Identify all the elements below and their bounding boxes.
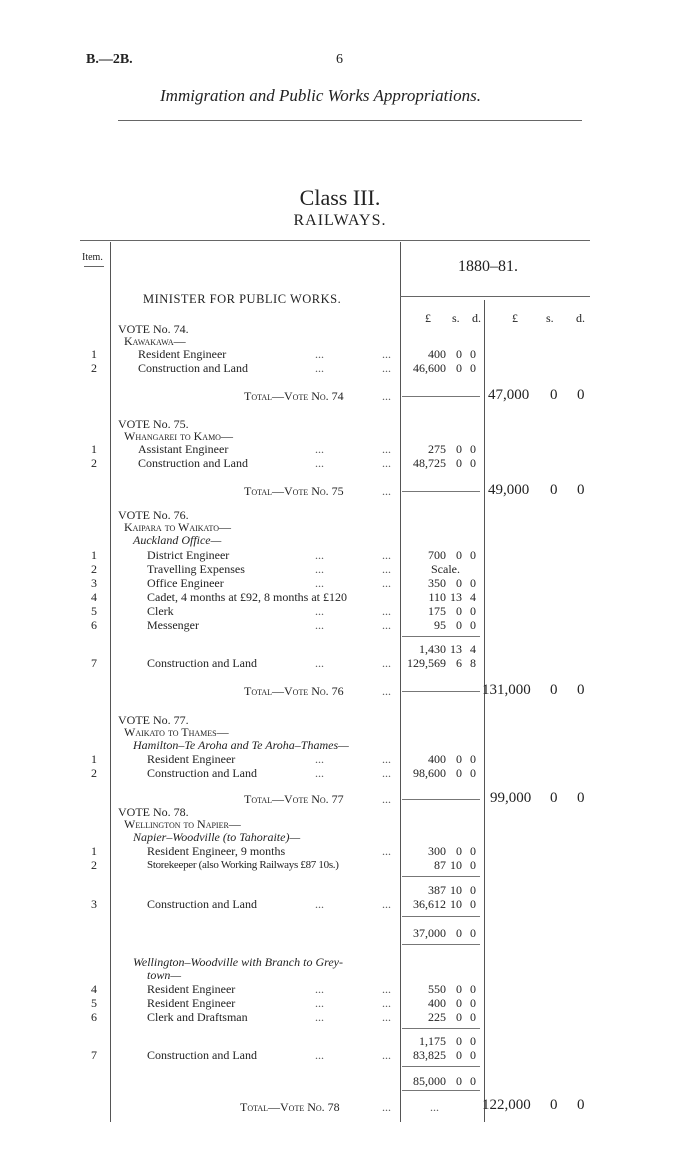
item-label: Resident Engineer bbox=[147, 996, 236, 1010]
amount-shillings: 0 bbox=[456, 576, 462, 590]
total-rule bbox=[402, 691, 480, 692]
amount-shillings: 0 bbox=[456, 618, 462, 632]
vote-total-label: Total—Vote No. 74 bbox=[244, 389, 344, 403]
vote-total-pounds: 131,000 bbox=[482, 682, 531, 698]
vote-heading: VOTE No. 74. bbox=[118, 322, 189, 336]
vote-total-label: Total—Vote No. 75 bbox=[244, 484, 344, 498]
class-subtitle: RAILWAYS. bbox=[293, 212, 387, 229]
shilling-header-total: s. bbox=[546, 311, 554, 325]
item-label: Construction and Land bbox=[147, 897, 257, 911]
amount-pounds: 400 bbox=[428, 752, 446, 766]
vote-total-pounds: 47,000 bbox=[488, 387, 530, 403]
amount-pence: 0 bbox=[470, 897, 476, 911]
subtotal-pence: 0 bbox=[470, 1034, 476, 1048]
amount-shillings: 13 bbox=[450, 590, 462, 604]
leader-dots: ... bbox=[382, 844, 391, 858]
leader-dots: ... bbox=[430, 1100, 439, 1114]
leader-dots: ... bbox=[382, 766, 391, 780]
item-label: Storekeeper (also Working Railways £87 10s.) bbox=[147, 859, 339, 871]
amount-pence: 0 bbox=[470, 982, 476, 996]
item-number: 2 bbox=[91, 456, 97, 470]
leader-dots: ... bbox=[382, 1010, 391, 1024]
section-total-pence: 0 bbox=[470, 926, 476, 940]
item-label: Travelling Expenses bbox=[147, 562, 245, 576]
amount-pounds: 400 bbox=[428, 996, 446, 1010]
amount-pence: 0 bbox=[470, 1010, 476, 1024]
item-number: 4 bbox=[91, 982, 97, 996]
amount-shillings: 0 bbox=[456, 844, 462, 858]
vote-heading: VOTE No. 75. bbox=[118, 417, 189, 431]
leader-dots: ... bbox=[315, 766, 324, 780]
item-label: Resident Engineer, 9 months bbox=[147, 844, 286, 858]
item-label: Construction and Land bbox=[138, 456, 248, 470]
office-heading: Napier–Woodville (to Tahoraite)— bbox=[133, 830, 301, 844]
amount-pence: 0 bbox=[470, 442, 476, 456]
leader-dots: ... bbox=[382, 792, 391, 806]
amount-pence: 0 bbox=[470, 361, 476, 375]
subtotal-shillings: 0 bbox=[456, 1034, 462, 1048]
table-top-rule bbox=[80, 240, 590, 241]
subtotal-pence: 4 bbox=[470, 642, 476, 656]
item-label: Cadet, 4 months at £92, 8 months at £120 bbox=[147, 590, 347, 604]
class-title: Class III. bbox=[299, 185, 381, 210]
item-label: Assistant Engineer bbox=[138, 442, 229, 456]
amount-shillings: 0 bbox=[456, 548, 462, 562]
amount-shillings: 0 bbox=[456, 996, 462, 1010]
leader-dots: ... bbox=[315, 618, 324, 632]
amount-pounds: 700 bbox=[428, 548, 446, 562]
amount-pence: 0 bbox=[470, 766, 476, 780]
amount-pounds: 129,569 bbox=[407, 656, 446, 670]
document-reference: B.—2B. bbox=[86, 52, 133, 67]
division-heading: Kawakawa— bbox=[124, 334, 186, 348]
item-number: 7 bbox=[91, 1048, 97, 1062]
vote-total-shillings: 0 bbox=[550, 387, 558, 403]
amount-shillings: 0 bbox=[456, 361, 462, 375]
amount-pounds: 98,600 bbox=[413, 766, 446, 780]
vote-total-pence: 0 bbox=[577, 482, 585, 498]
section-total-rule bbox=[402, 944, 480, 945]
vote-total-pounds: 122,000 bbox=[482, 1097, 531, 1113]
leader-dots: ... bbox=[382, 604, 391, 618]
vote-total-shillings: 0 bbox=[550, 482, 558, 498]
amount-pounds: 46,600 bbox=[413, 361, 446, 375]
leader-dots: ... bbox=[382, 618, 391, 632]
amount-pounds: 550 bbox=[428, 982, 446, 996]
leader-dots: ... bbox=[315, 604, 324, 618]
item-column-header: Item. bbox=[82, 252, 103, 263]
amount-shillings: 10 bbox=[450, 897, 462, 911]
item-number: 2 bbox=[91, 361, 97, 375]
section-total-shillings: 0 bbox=[456, 1074, 462, 1088]
vote-total-label: Total—Vote No. 78 bbox=[240, 1100, 340, 1114]
item-number: 7 bbox=[91, 656, 97, 670]
amount-pence: 0 bbox=[470, 576, 476, 590]
item-number: 3 bbox=[91, 897, 97, 911]
year-header-rule bbox=[400, 296, 590, 297]
amount-shillings: 0 bbox=[456, 766, 462, 780]
item-number: 3 bbox=[91, 576, 97, 590]
leader-dots: ... bbox=[315, 456, 324, 470]
vote-total-pence: 0 bbox=[577, 790, 585, 806]
leader-dots: ... bbox=[315, 442, 324, 456]
item-number: 1 bbox=[91, 844, 97, 858]
leader-dots: ... bbox=[382, 996, 391, 1010]
item-label: Office Engineer bbox=[147, 576, 224, 590]
amount-shillings: 0 bbox=[456, 982, 462, 996]
amount-pounds: 275 bbox=[428, 442, 446, 456]
amount-shillings: 0 bbox=[456, 442, 462, 456]
item-label: Construction and Land bbox=[147, 656, 257, 670]
total-column-divider bbox=[484, 300, 485, 1122]
leader-dots: ... bbox=[382, 361, 391, 375]
leader-dots: ... bbox=[315, 347, 324, 361]
amount-pence: 0 bbox=[470, 604, 476, 618]
subtotal-rule bbox=[402, 916, 480, 917]
amount-pounds: 48,725 bbox=[413, 456, 446, 470]
amount-pence: 0 bbox=[470, 1048, 476, 1062]
amount-pence: 0 bbox=[470, 347, 476, 361]
leader-dots: ... bbox=[382, 456, 391, 470]
running-title: Immigration and Public Works Appropriations. bbox=[160, 86, 481, 105]
leader-dots: ... bbox=[315, 562, 324, 576]
vote-total-pounds: 49,000 bbox=[488, 482, 530, 498]
item-label: Construction and Land bbox=[147, 766, 257, 780]
vote-total-shillings: 0 bbox=[550, 682, 558, 698]
vote-total-pence: 0 bbox=[577, 387, 585, 403]
item-header-underline bbox=[84, 266, 104, 267]
subtotal-pounds: 1,175 bbox=[419, 1034, 446, 1048]
amount-pence: 0 bbox=[470, 456, 476, 470]
office-heading: Wellington–Woodville with Branch to Grey- bbox=[133, 955, 343, 969]
leader-dots: ... bbox=[315, 982, 324, 996]
pence-header-total: d. bbox=[576, 311, 585, 325]
subtotal-rule bbox=[402, 876, 480, 877]
vote-total-shillings: 0 bbox=[550, 1097, 558, 1113]
amount-pence: 0 bbox=[470, 858, 476, 872]
item-label: Resident Engineer bbox=[147, 752, 236, 766]
amount-pounds: 400 bbox=[428, 347, 446, 361]
leader-dots: ... bbox=[382, 897, 391, 911]
amount-pounds: 350 bbox=[428, 576, 446, 590]
total-rule bbox=[402, 491, 480, 492]
division-heading: Wellington to Napier— bbox=[124, 817, 241, 831]
leader-dots: ... bbox=[382, 982, 391, 996]
leader-dots: ... bbox=[315, 361, 324, 375]
amount-pence: 8 bbox=[470, 656, 476, 670]
amount-shillings: 0 bbox=[456, 1048, 462, 1062]
vote-total-shillings: 0 bbox=[550, 790, 558, 806]
amount-pence: 0 bbox=[470, 618, 476, 632]
item-number: 2 bbox=[91, 858, 97, 872]
subtotal-pounds: 387 bbox=[428, 883, 446, 897]
item-number: 1 bbox=[91, 752, 97, 766]
office-heading-continued: town— bbox=[147, 968, 182, 982]
amount-shillings: 0 bbox=[456, 1010, 462, 1024]
amount-pence: 0 bbox=[470, 996, 476, 1010]
leader-dots: ... bbox=[315, 1048, 324, 1062]
item-label: Clerk bbox=[147, 604, 174, 618]
item-number: 6 bbox=[91, 618, 97, 632]
leader-dots: ... bbox=[382, 684, 391, 698]
amount-pounds: 110 bbox=[428, 590, 446, 604]
leader-dots: ... bbox=[315, 752, 324, 766]
leader-dots: ... bbox=[382, 484, 391, 498]
office-heading: Auckland Office— bbox=[133, 533, 222, 547]
item-number: 2 bbox=[91, 562, 97, 576]
section-total-pence: 0 bbox=[470, 1074, 476, 1088]
leader-dots: ... bbox=[382, 347, 391, 361]
leader-dots: ... bbox=[382, 1048, 391, 1062]
amount-pounds: 300 bbox=[428, 844, 446, 858]
amount-shillings: 0 bbox=[456, 456, 462, 470]
leader-dots: ... bbox=[382, 752, 391, 766]
leader-dots: ... bbox=[382, 442, 391, 456]
item-number: 1 bbox=[91, 548, 97, 562]
pence-header: d. bbox=[472, 311, 481, 325]
item-label: Resident Engineer bbox=[147, 982, 236, 996]
leader-dots: ... bbox=[382, 389, 391, 403]
leader-dots: ... bbox=[382, 576, 391, 590]
amount-shillings: 0 bbox=[456, 604, 462, 618]
header-rule bbox=[118, 120, 582, 121]
office-heading: Hamilton–Te Aroha and Te Aroha–Thames— bbox=[133, 738, 349, 752]
amount-pounds: 95 bbox=[434, 618, 446, 632]
page-number: 6 bbox=[336, 52, 343, 67]
amount-shillings: 6 bbox=[456, 656, 462, 670]
section-total-rule bbox=[402, 1090, 480, 1091]
amount-pence: 0 bbox=[470, 752, 476, 766]
item-number: 2 bbox=[91, 766, 97, 780]
vote-total-label: Total—Vote No. 77 bbox=[244, 792, 344, 806]
leader-dots: ... bbox=[315, 656, 324, 670]
subtotal-pence: 0 bbox=[470, 883, 476, 897]
item-label: Clerk and Draftsman bbox=[147, 1010, 248, 1024]
item-label: Construction and Land bbox=[138, 361, 248, 375]
item-label: Resident Engineer bbox=[138, 347, 227, 361]
leader-dots: ... bbox=[382, 548, 391, 562]
item-column-divider bbox=[110, 242, 111, 1122]
item-label: Construction and Land bbox=[147, 1048, 257, 1062]
vote-heading: VOTE No. 78. bbox=[118, 805, 189, 819]
pound-header: £ bbox=[425, 311, 431, 325]
amount-shillings: 10 bbox=[450, 858, 462, 872]
amount-pounds: 83,825 bbox=[413, 1048, 446, 1062]
item-number: 1 bbox=[91, 442, 97, 456]
minister-heading: MINISTER FOR PUBLIC WORKS. bbox=[143, 292, 342, 306]
subtotal-rule bbox=[402, 636, 480, 637]
subtotal-pounds: 1,430 bbox=[419, 642, 446, 656]
division-heading: Kaipara to Waikato— bbox=[124, 520, 231, 534]
section-total-pounds: 37,000 bbox=[413, 926, 446, 940]
division-heading: Waikato to Thames— bbox=[124, 725, 229, 739]
section-total-pounds: 85,000 bbox=[413, 1074, 446, 1088]
subtotal-rule bbox=[402, 1066, 480, 1067]
leader-dots: ... bbox=[382, 1100, 391, 1114]
section-total-shillings: 0 bbox=[456, 926, 462, 940]
amount-shillings: 0 bbox=[456, 347, 462, 361]
vote-total-pence: 0 bbox=[577, 682, 585, 698]
leader-dots: ... bbox=[315, 1010, 324, 1024]
amount-pence: 0 bbox=[470, 844, 476, 858]
shilling-header: s. bbox=[452, 311, 460, 325]
leader-dots: ... bbox=[382, 656, 391, 670]
item-number: 5 bbox=[91, 604, 97, 618]
leader-dots: ... bbox=[315, 996, 324, 1010]
leader-dots: ... bbox=[315, 548, 324, 562]
amount-pounds: 175 bbox=[428, 604, 446, 618]
vote-total-label: Total—Vote No. 76 bbox=[244, 684, 344, 698]
subtotal-shillings: 13 bbox=[450, 642, 462, 656]
item-label: Messenger bbox=[147, 618, 199, 632]
amount-pence: 4 bbox=[470, 590, 476, 604]
vote-total-pounds: 99,000 bbox=[490, 790, 532, 806]
item-number: 4 bbox=[91, 590, 97, 604]
leader-dots: ... bbox=[315, 576, 324, 590]
leader-dots: ... bbox=[315, 897, 324, 911]
pound-header-total: £ bbox=[512, 311, 518, 325]
item-number: 1 bbox=[91, 347, 97, 361]
amount-pence: 0 bbox=[470, 548, 476, 562]
vote-heading: VOTE No. 77. bbox=[118, 713, 189, 727]
item-number: 6 bbox=[91, 1010, 97, 1024]
total-rule bbox=[402, 396, 480, 397]
item-label: District Engineer bbox=[147, 548, 230, 562]
item-number: 5 bbox=[91, 996, 97, 1010]
amount-pounds: 225 bbox=[428, 1010, 446, 1024]
amount-shillings: 0 bbox=[456, 752, 462, 766]
subtotal-shillings: 10 bbox=[450, 883, 462, 897]
amount-pounds: Scale. bbox=[431, 562, 460, 576]
total-rule bbox=[402, 799, 480, 800]
amount-pounds: 87 bbox=[434, 858, 446, 872]
vote-total-pence: 0 bbox=[577, 1097, 585, 1113]
subtotal-rule bbox=[402, 1028, 480, 1029]
year-heading: 1880–81. bbox=[458, 258, 518, 275]
leader-dots: ... bbox=[382, 562, 391, 576]
amount-pounds: 36,612 bbox=[413, 897, 446, 911]
division-heading: Whangarei to Kamo— bbox=[124, 429, 233, 443]
vote-heading: VOTE No. 76. bbox=[118, 508, 189, 522]
